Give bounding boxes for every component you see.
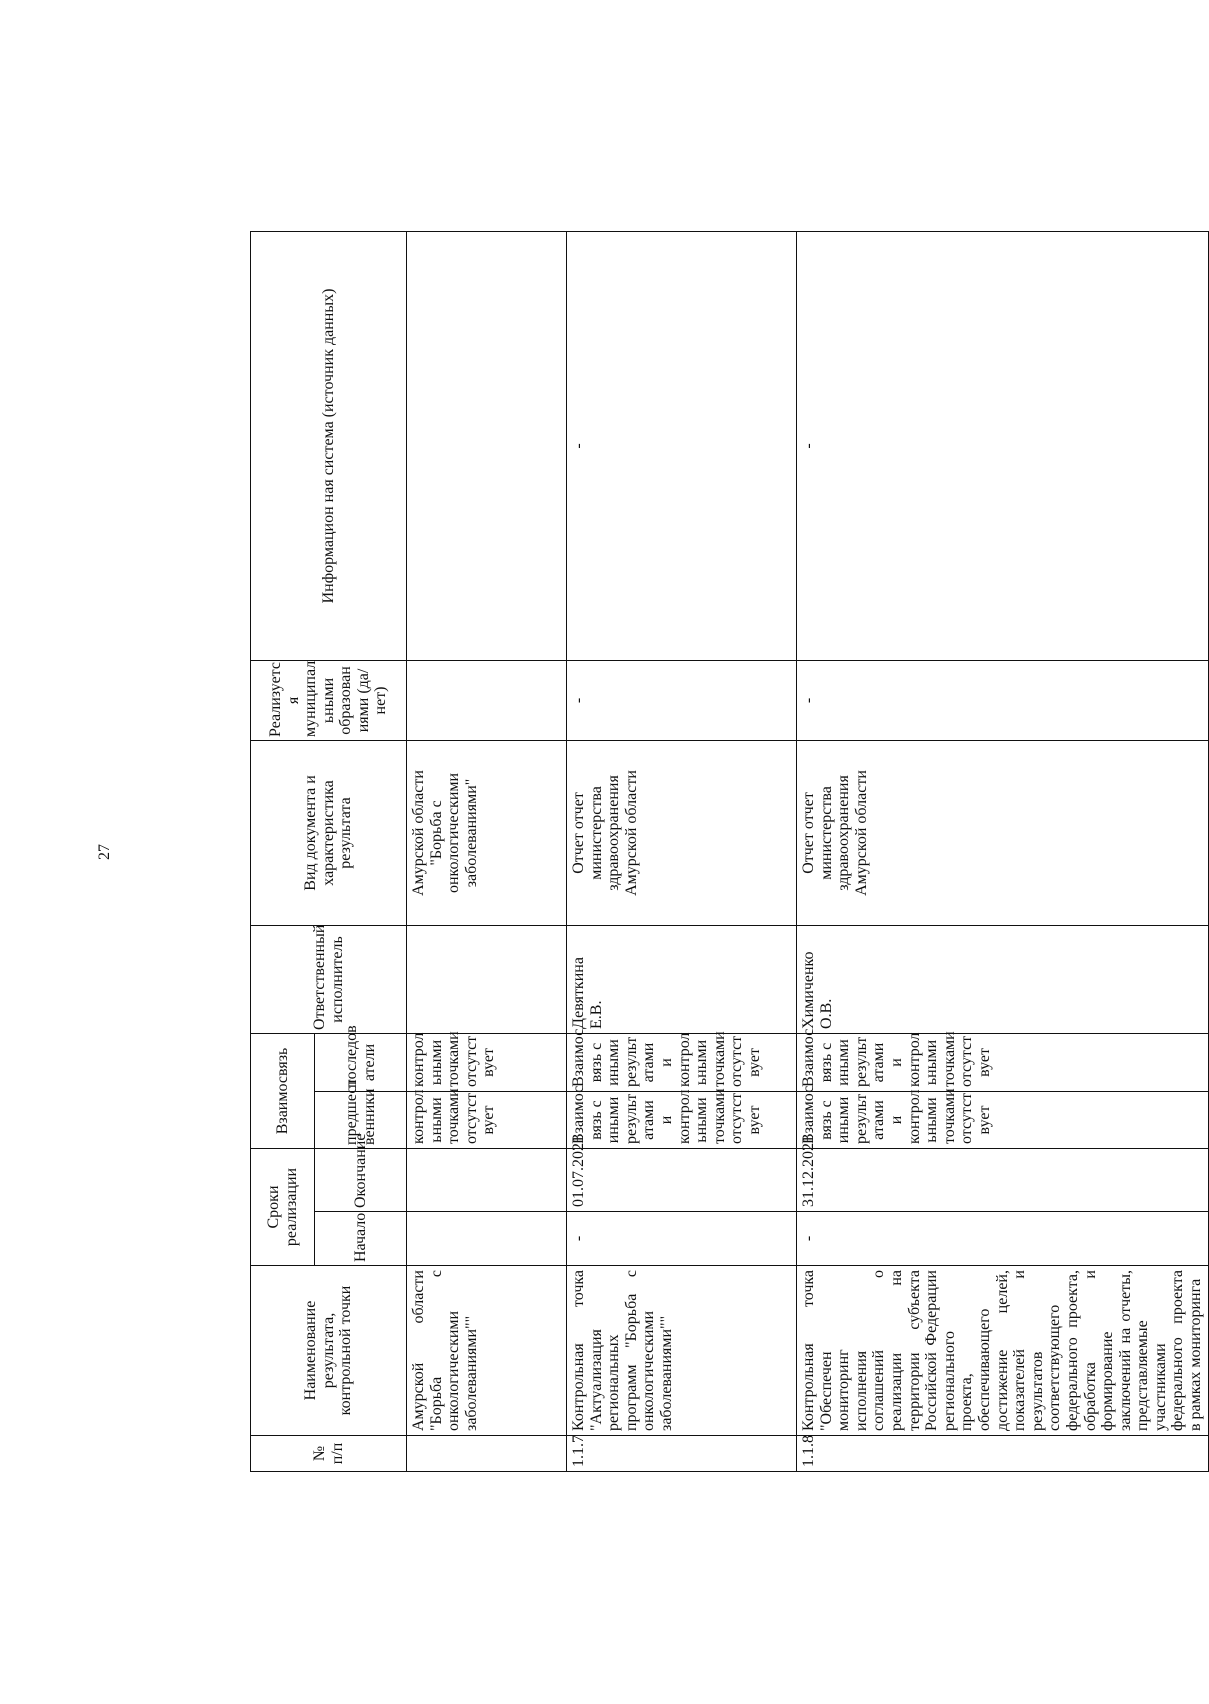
row-end bbox=[407, 1148, 567, 1211]
table-row bbox=[797, 231, 1209, 1471]
header-name: Наименование результата, контрольной точки bbox=[251, 1266, 407, 1436]
row-name: Амурской области "Борьба с онкологическими заболеваниями"" bbox=[407, 1266, 567, 1436]
header-municipal: Реализуетс я муниципал ьными образован иями (да/нет) bbox=[251, 660, 407, 740]
row-document: Отчет отчет министерства здравоохранения Амурской области bbox=[567, 740, 797, 925]
row-name: Контрольная точка "Обеспечен мониторинг исполнения соглашений о реализации на территории субъекта Российской Федерации регионального проекта, обеспечивающего достижение целей, показателей и результатов соответствующего федерального проекта, обработка и формирование заключений на отчеты, представляемые участниками федерального проекта в рамках мониторинга bbox=[797, 1266, 1209, 1436]
header-document: Вид документа и характеристика результата bbox=[251, 740, 407, 925]
row-municipal: - bbox=[797, 660, 1209, 740]
header-end: Окончание bbox=[315, 1148, 407, 1211]
header-info-system: Информацион ная система (источник данных) bbox=[251, 231, 407, 660]
row-predecessors: Взаимос вязь с иными результ атами и контрол ьными точками отсутст вует bbox=[797, 1091, 1209, 1148]
header-terms: Сроки реализации bbox=[251, 1148, 315, 1265]
row-info-system: - bbox=[797, 231, 1209, 660]
header-responsible: Ответственный исполнитель bbox=[251, 925, 407, 1033]
row-responsible: Химиченко О.В. bbox=[797, 925, 1209, 1033]
table-row bbox=[407, 231, 567, 1471]
row-info-system bbox=[407, 231, 567, 660]
row-successors: Взаимос вязь с иными результ атами и контрол ьными точками отсутст вует bbox=[567, 1033, 797, 1091]
row-document: Амурской области "Борьба с онкологическими заболеваниями" bbox=[407, 740, 567, 925]
row-name: Контрольная точка "Актуализация региональных программ "Борьба с онкологическими заболеваниями"" bbox=[567, 1266, 797, 1436]
row-responsible bbox=[407, 925, 567, 1033]
row-info-system: - bbox=[567, 231, 797, 660]
row-end: 01.07.2021 bbox=[567, 1148, 797, 1211]
row-end: 31.12.2021 bbox=[797, 1148, 1209, 1211]
header-predecessors: предшест венники bbox=[315, 1091, 407, 1148]
row-municipal: - bbox=[567, 660, 797, 740]
header-successors: последов атели bbox=[315, 1033, 407, 1091]
table-row bbox=[567, 231, 797, 1471]
header-start: Начало bbox=[315, 1212, 407, 1266]
row-successors: контрол ьными точками отсутст вует bbox=[407, 1033, 567, 1091]
project-plan-table bbox=[250, 231, 1209, 1472]
row-number: 1.1.8 bbox=[797, 1436, 1209, 1472]
row-start: - bbox=[797, 1212, 1209, 1266]
page-number: 27 bbox=[96, 844, 113, 860]
row-successors: Взаимос вязь с иными результ атами и контрол ьными точками отсутст вует bbox=[797, 1033, 1209, 1091]
row-number bbox=[407, 1436, 567, 1472]
row-predecessors: Взаимос вязь с иными результ атами и контрол ьными точками отсутст вует bbox=[567, 1091, 797, 1148]
row-start bbox=[407, 1212, 567, 1266]
row-number: 1.1.7 bbox=[567, 1436, 797, 1472]
row-document: Отчет отчет министерства здравоохранения Амурской области bbox=[797, 740, 1209, 925]
header-number: № п/п bbox=[251, 1436, 407, 1472]
row-responsible: Девяткина Е.В. bbox=[567, 925, 797, 1033]
row-start: - bbox=[567, 1212, 797, 1266]
row-predecessors: контрол ьными точками отсутст вует bbox=[407, 1091, 567, 1148]
header-link: Взаимосвязь bbox=[251, 1033, 315, 1148]
rotated-table-sheet bbox=[250, 232, 1205, 1472]
row-municipal bbox=[407, 660, 567, 740]
